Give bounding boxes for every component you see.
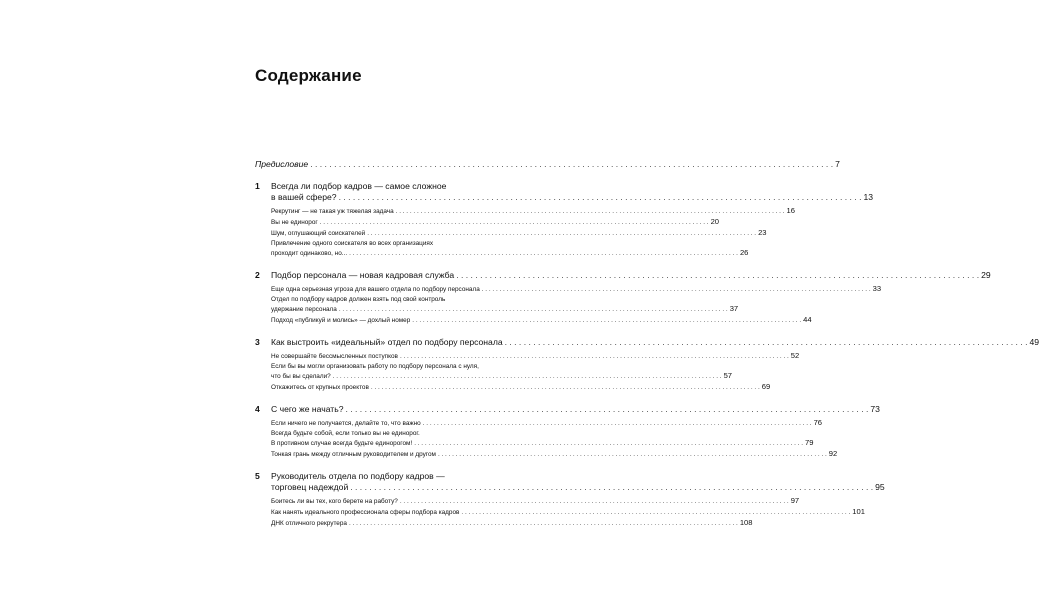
chapter-entry — [255, 270, 991, 325]
chapter-heading — [255, 404, 880, 415]
chapter-heading — [255, 270, 991, 281]
section-title: Всегда будьте собой, если только вы не единорог. — [271, 430, 420, 437]
dot-leader — [456, 270, 979, 281]
section-entry — [271, 228, 767, 238]
dot-leader — [349, 249, 738, 258]
section-title: удержание персонала — [271, 306, 337, 313]
section-page-number: 69 — [761, 382, 771, 391]
dot-leader — [310, 159, 833, 170]
dot-leader — [345, 404, 868, 415]
dot-leader — [400, 497, 789, 506]
dot-leader — [482, 285, 871, 294]
section-page-number: 16 — [786, 206, 795, 215]
section-entry — [271, 217, 720, 227]
section-entry — [271, 507, 865, 517]
section-page-number: 26 — [739, 248, 749, 257]
page-title: Содержание — [255, 66, 362, 85]
dot-leader — [339, 305, 728, 314]
dot-leader — [396, 207, 785, 216]
section-title: Не совершайте бессмысленных поступков — [271, 353, 398, 360]
section-entry — [271, 449, 838, 459]
section-list — [271, 206, 795, 258]
section-page-number: 92 — [828, 449, 838, 458]
section-page-number: 33 — [872, 284, 882, 293]
chapter-heading — [255, 181, 874, 203]
chapter-entry — [255, 337, 1039, 392]
section-title: Боитесь ли вы тех, кого берете на работу? — [271, 498, 398, 505]
section-title: Привлечение одного соискателя во всех организациях — [271, 240, 434, 247]
section-page-number: 101 — [852, 507, 865, 516]
section-page-number: 76 — [813, 418, 823, 427]
section-page-number: 23 — [758, 228, 767, 237]
dot-leader — [349, 519, 738, 528]
section-entry — [271, 496, 800, 506]
dot-leader — [412, 316, 801, 325]
section-title: Шум, оглушающий соискателей — [271, 230, 366, 237]
section-entry — [271, 206, 795, 216]
section-title: Отдел по подбору кадров должен взять под свой контроль — [271, 296, 446, 303]
chapter-title: Подбор персонала — новая кадровая служба — [271, 270, 455, 280]
chapter-page-number: 95 — [875, 482, 885, 492]
dot-leader — [423, 419, 812, 428]
dot-leader — [367, 229, 756, 238]
section-title: Вы не единорог — [271, 219, 318, 226]
section-entry — [271, 418, 823, 428]
section-entry — [271, 429, 814, 448]
chapter-entry — [255, 181, 874, 258]
chapter-title: Как выстроить «идеальный» отдел по подбору персонала — [271, 337, 503, 347]
chapter-title: Руководитель отдела по подбору кадров — — [271, 471, 445, 481]
chapter-number: 4 — [255, 404, 260, 414]
preface-page-number: 7 — [835, 159, 840, 169]
chapter-page-number: 73 — [870, 404, 880, 414]
chapter-page-number: 13 — [863, 192, 874, 202]
section-page-number: 108 — [739, 518, 753, 527]
section-page-number: 44 — [803, 315, 812, 324]
section-entry — [271, 351, 800, 361]
section-title: что бы вы сделали? — [271, 373, 331, 380]
chapter-number: 5 — [255, 471, 260, 481]
dot-leader — [438, 450, 827, 459]
section-page-number: 52 — [790, 351, 800, 360]
preface-entry — [255, 159, 840, 170]
section-title: В противном случае всегда будьте единорогом! — [271, 440, 413, 447]
chapter-page-number: 29 — [981, 270, 991, 280]
section-title: Тонкая грань между отличным руководителем и другом — [271, 451, 436, 458]
chapter-heading — [255, 471, 885, 493]
section-title: Если ничего не получается, делайте то, что важно — [271, 420, 421, 427]
chapter-title: в вашей сфере? — [271, 192, 337, 202]
section-page-number: 57 — [723, 371, 733, 380]
chapter-number: 2 — [255, 270, 260, 280]
section-entry — [271, 382, 771, 392]
section-entry — [271, 315, 812, 325]
section-list — [271, 418, 838, 459]
section-entry — [271, 239, 749, 258]
section-page-number: 97 — [790, 496, 800, 505]
section-entry — [271, 284, 882, 294]
section-title: Еще одна серьезная угроза для вашего отдела по подбору персонала — [271, 286, 480, 293]
section-title: Если бы вы могли организовать работу по подбору персонала с нуля, — [271, 363, 479, 370]
chapter-title: Всегда ли подбор кадров — самое сложное — [271, 181, 447, 191]
chapter-page-number: 49 — [1029, 337, 1039, 347]
dot-leader — [333, 372, 722, 381]
section-title: Рекрутинг — не такая уж тяжелая задача — [271, 208, 394, 215]
section-entry — [271, 295, 739, 314]
section-title: проходит одинаково, но... — [271, 250, 348, 257]
table-of-contents — [255, 159, 1039, 540]
dot-leader — [400, 352, 789, 361]
section-list — [271, 284, 882, 325]
dot-leader — [350, 482, 873, 493]
preface-label: Предисловие — [255, 159, 309, 169]
chapter-number: 3 — [255, 337, 260, 347]
dot-leader — [505, 337, 1028, 348]
section-page-number: 79 — [805, 438, 814, 447]
section-page-number: 20 — [710, 217, 720, 226]
section-list — [271, 351, 800, 392]
chapter-title: С чего же начать? — [271, 404, 344, 414]
section-title: ДНК отличного рекрутера — [271, 520, 347, 527]
chapter-heading — [255, 337, 1039, 348]
chapter-entry — [255, 404, 880, 459]
chapter-entry — [255, 471, 885, 528]
dot-leader — [371, 383, 760, 392]
dot-leader — [339, 192, 862, 203]
section-list — [271, 496, 865, 528]
section-page-number: 37 — [729, 304, 739, 313]
dot-leader — [320, 218, 709, 227]
chapter-number: 1 — [255, 181, 260, 191]
section-entry — [271, 362, 733, 381]
section-title: Откажитесь от крупных проектов — [271, 384, 369, 391]
chapter-list — [255, 181, 1039, 528]
section-title: Как нанять идеального профессионала сферы подбора кадров — [271, 509, 460, 516]
section-entry — [271, 518, 753, 528]
dot-leader — [461, 508, 850, 517]
section-title: Подход «публикуй и молись» — дохлый номер — [271, 317, 411, 324]
chapter-title: торговец надеждой — [271, 482, 349, 492]
dot-leader — [414, 439, 803, 448]
